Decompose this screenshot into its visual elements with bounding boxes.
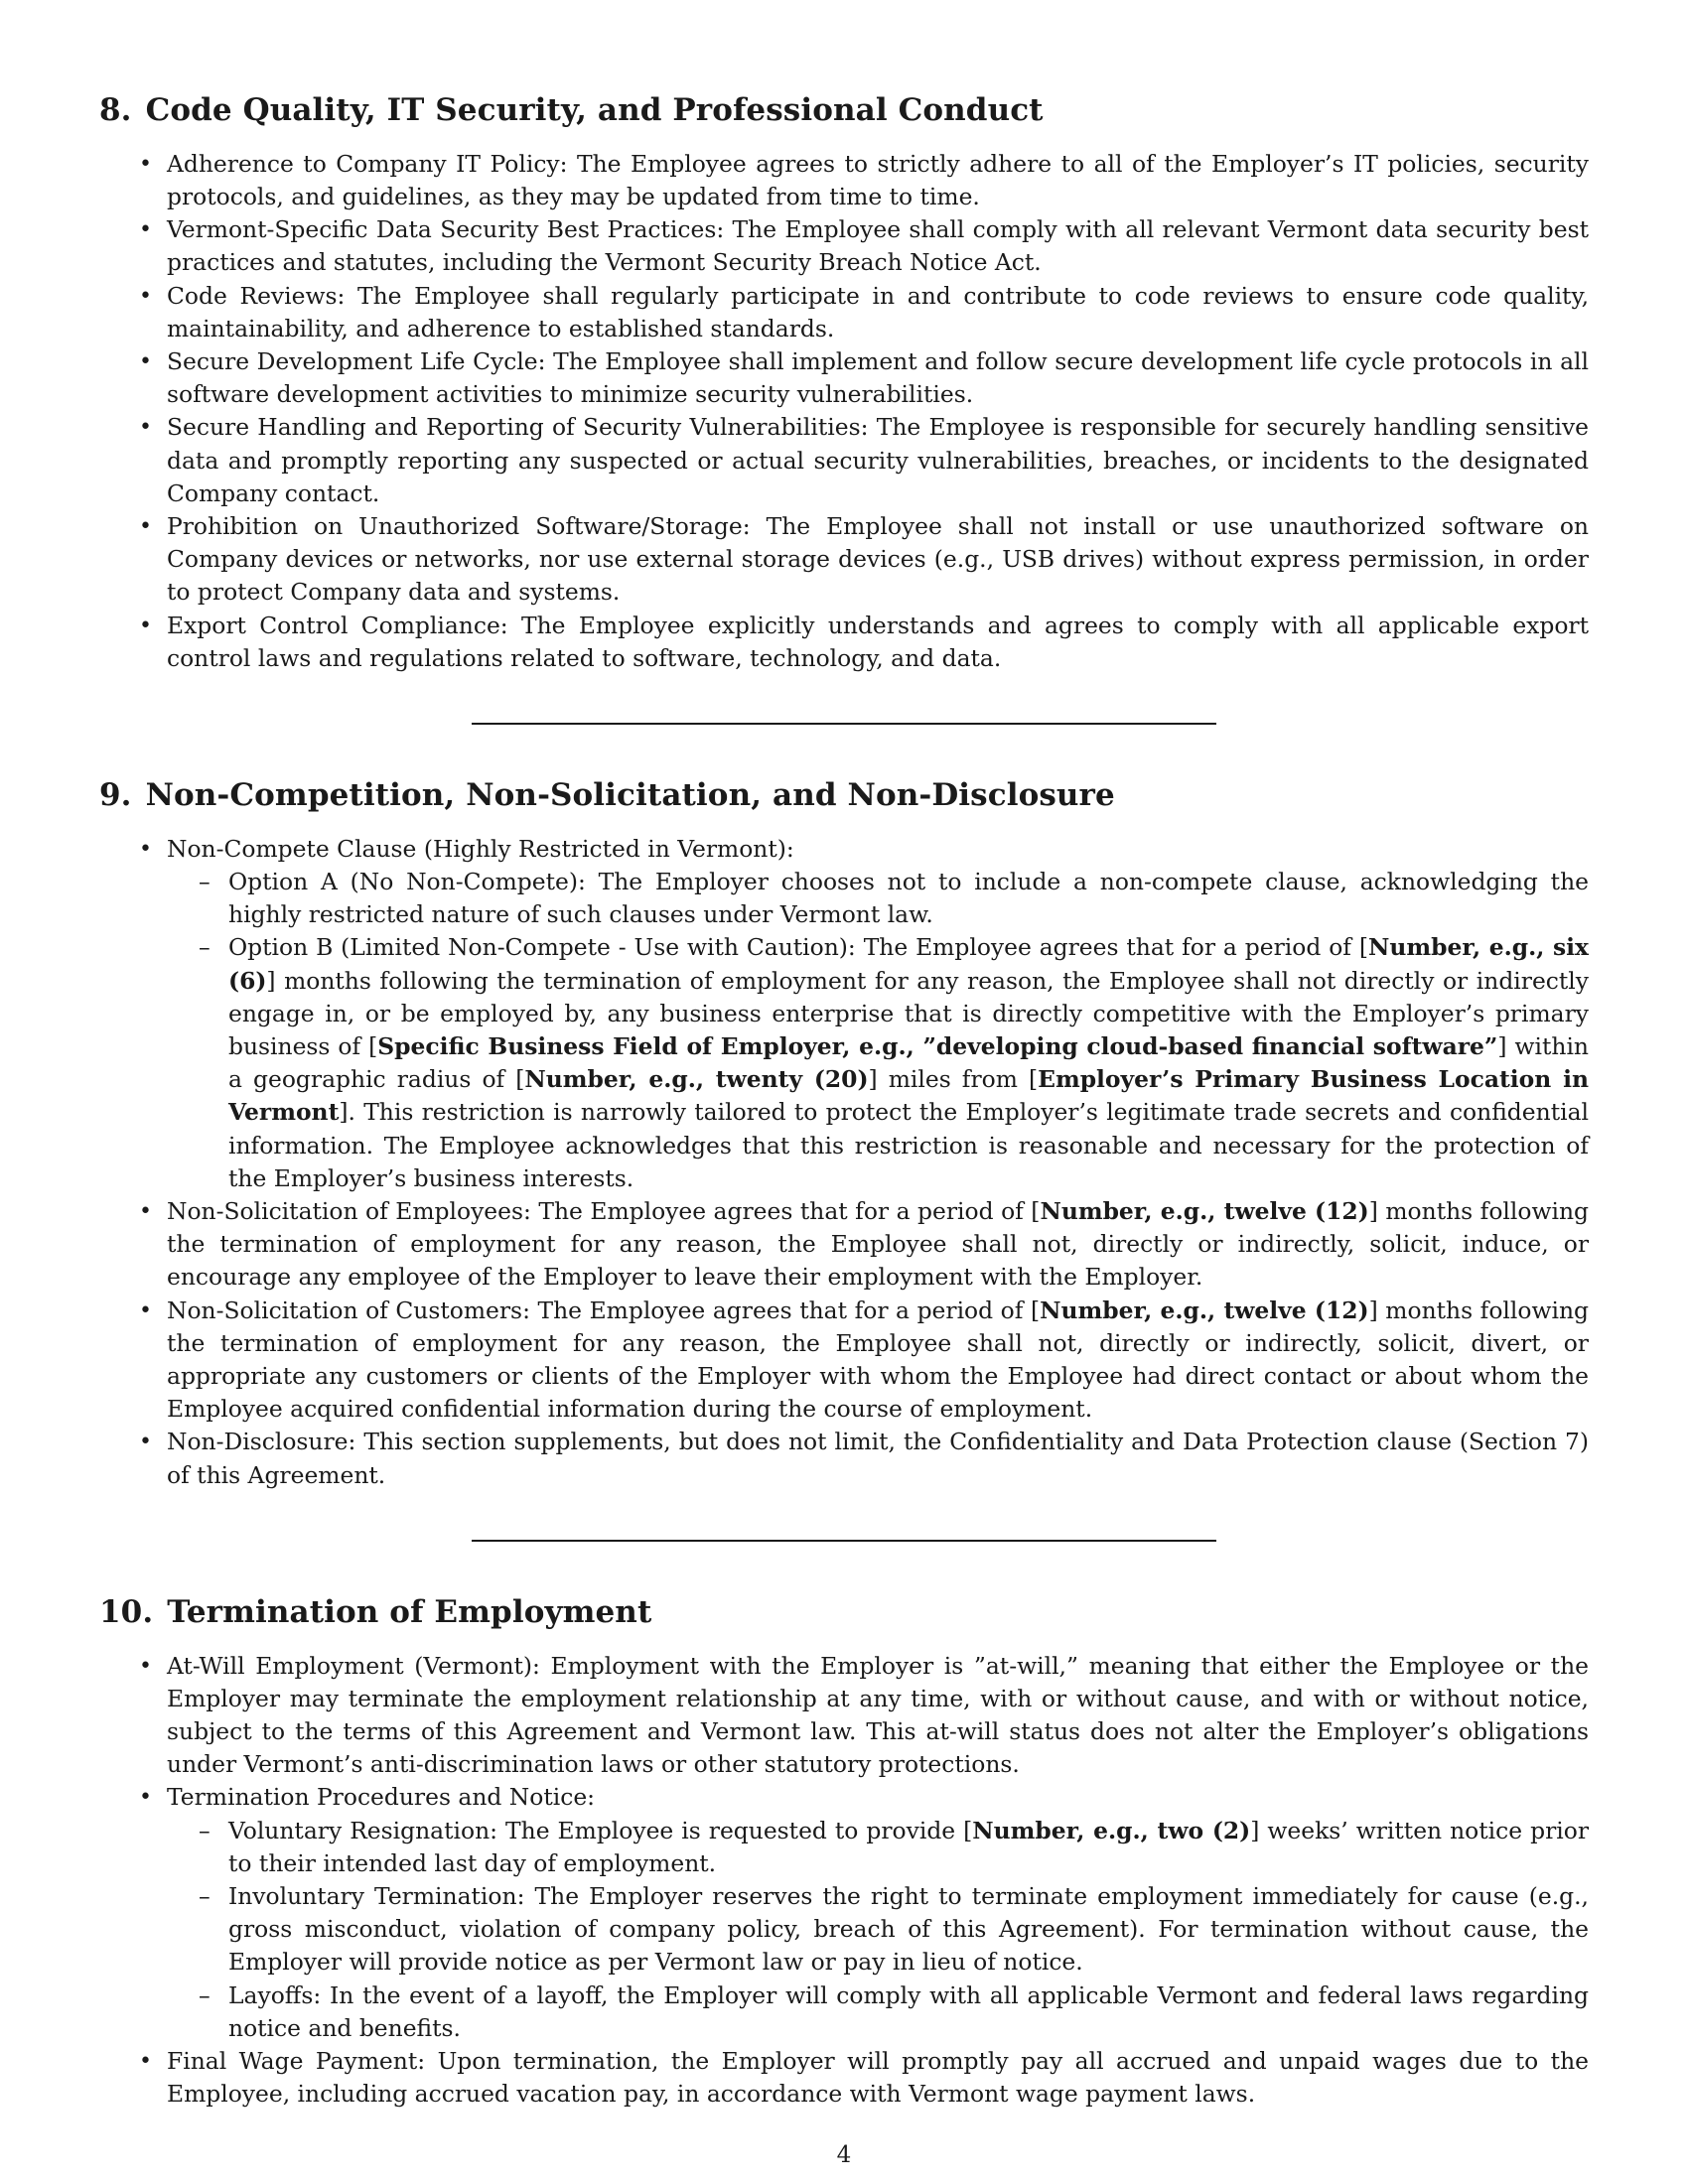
list-item: • Non-Compete Clause (Highly Restricted in Vermont): – Option A (No Non-Compete): The Employer chooses not to include a non-compete clause, acknowledging the highly restricted nature of such clauses under Vermont law. – Option B (Limited Non-Compete - Use with Caution): The Employee agrees that for a period of [Number, e.g., six (6)] months following the termination of employment for any reason, the Employee shall not directly or indirectly engage in, or be employed by, any business enterprise that is directly competitive with the Employer’s primary business of [Specific Business Field of Employer, e.g., ”developing cloud-based financial software”] within a geographic radius of [Number, e.g., twenty (20)] miles from [Employer’s Primary Business Location in Vermont]. This restriction is narrowly tailored to protect the Employer’s legitimate trade secrets and confidential information. The Employee acknowledges that this restriction is reasonable and necessary for the protection of the Employer’s business interests. <box>167 833 1589 1195</box>
sub-list-item: – Option A (No Non-Compete): The Employer chooses not to include a non-compete clause, acknowledging the highly restricted nature of such clauses under Vermont law. <box>228 866 1589 931</box>
list-item: • Final Wage Payment: Upon termination, the Employer will promptly pay all accrued and unpaid wages due to the Employee, including accrued vacation pay, in accordance with Vermont wage payment laws. <box>167 2045 1589 2111</box>
bullet-list <box>99 148 1589 675</box>
sub-list-item: – Layoffs: In the event of a layoff, the Employer will comply with all applicable Vermont and federal laws regarding notice and benefits. <box>228 1979 1589 2045</box>
sub-list-item: – Voluntary Resignation: The Employee is requested to provide [Number, e.g., two (2)] weeks’ written notice prior to their intended last day of employment. <box>228 1815 1589 1880</box>
list-item: • Secure Handling and Reporting of Security Vulnerabilities: The Employee is responsible for securely handling sensitive data and promptly reporting any suspected or actual security vulnerabilities, breaches, or incidents to the designated Company contact. <box>167 411 1589 510</box>
section-heading: 9. Non-Competition, Non-Solicitation, and Non-Disclosure <box>99 777 1115 813</box>
bullet-list <box>99 1650 1589 2112</box>
list-item: • Non-Disclosure: This section supplements, but does not limit, the Confidentiality and Data Protection clause (Section 7) of this Agreement. <box>167 1426 1589 1491</box>
section-heading: 8. Code Quality, IT Security, and Professional Conduct <box>99 92 1044 128</box>
section-heading: 10. Termination of Employment <box>99 1593 652 1630</box>
section-divider <box>472 1540 1216 1542</box>
page-number: 4 <box>836 2142 852 2168</box>
list-item: • Non-Solicitation of Employees: The Employee agrees that for a period of [Number, e.g., twelve (12)] months following the termination of employment for any reason, the Employee shall not, directly or indirectly, solicit, induce, or encourage any employee of the Employer to leave their employment with the Employer. <box>167 1195 1589 1295</box>
section-10 <box>99 1593 1589 2112</box>
list-item: • Non-Solicitation of Customers: The Employee agrees that for a period of [Number, e.g., twelve (12)] months following the termination of employment for any reason, the Employee shall not, directly or indirectly, solicit, divert, or appropriate any customers or clients of the Employer with whom the Employee had direct contact or about whom the Employee acquired confidential information during the course of employment. <box>167 1295 1589 1427</box>
sub-list-item: – Involuntary Termination: The Employer reserves the right to terminate employment immediately for cause (e.g., gross misconduct, violation of company policy, breach of this Agreement). For termination without cause, the Employer will provide notice as per Vermont law or pay in lieu of notice. <box>228 1880 1589 1979</box>
sub-list <box>167 866 1589 1195</box>
bullet-list <box>99 833 1589 1492</box>
list-item: • At-Will Employment (Vermont): Employment with the Employer is ”at-will,” meaning that either the Employee or the Employer may terminate the employment relationship at any time, with or without cause, and with or without notice, subject to the terms of this Agreement and Vermont law. This at-will status does not alter the Employer’s obligations under Vermont’s anti-discrimination laws or other statutory protections. <box>167 1650 1589 1782</box>
section-9 <box>99 776 1589 1492</box>
list-item: • Code Reviews: The Employee shall regularly participate in and contribute to code reviews to ensure code quality, maintainability, and adherence to established standards. <box>167 280 1589 345</box>
list-item: • Prohibition on Unauthorized Software/Storage: The Employee shall not install or use unauthorized software on Company devices or networks, nor use external storage devices (e.g., USB drives) without express permission, in order to protect Company data and systems. <box>167 510 1589 610</box>
sub-list-item: – Option B (Limited Non-Compete - Use with Caution): The Employee agrees that for a period of [Number, e.g., six (6)] months following the termination of employment for any reason, the Employee shall not directly or indirectly engage in, or be employed by, any business enterprise that is directly competitive with the Employer’s primary business of [Specific Business Field of Employer, e.g., ”developing cloud-based financial software”] within a geographic radius of [Number, e.g., twenty (20)] miles from [Employer’s Primary Business Location in Vermont]. This restriction is narrowly tailored to protect the Employer’s legitimate trade secrets and confidential information. The Employee acknowledges that this restriction is reasonable and necessary for the protection of the Employer’s business interests. <box>228 931 1589 1195</box>
list-item: • Vermont-Specific Data Security Best Practices: The Employee shall comply with all relevant Vermont data security best practices and statutes, including the Vermont Security Breach Notice Act. <box>167 213 1589 279</box>
list-item: • Adherence to Company IT Policy: The Employee agrees to strictly adhere to all of the Employer’s IT policies, security protocols, and guidelines, as they may be updated from time to time. <box>167 148 1589 213</box>
list-item: • Termination Procedures and Notice: – Voluntary Resignation: The Employee is requested to provide [Number, e.g., two (2)] weeks’ written notice prior to their intended last day of employment. – Involuntary Termination: The Employer reserves the right to terminate employment immediately for cause (e.g., gross misconduct, violation of company policy, breach of this Agreement). For termination without cause, the Employer will provide notice as per Vermont law or pay in lieu of notice. – Layoffs: In the event of a layoff, the Employer will comply with all applicable Vermont and federal laws regarding notice and benefits. <box>167 1781 1589 2045</box>
section-divider <box>472 723 1216 725</box>
sub-list <box>167 1815 1589 2045</box>
list-item: • Secure Development Life Cycle: The Employee shall implement and follow secure development life cycle protocols in all software development activities to minimize security vulnerabilities. <box>167 345 1589 411</box>
document-page <box>99 91 1589 2111</box>
list-item: • Export Control Compliance: The Employee explicitly understands and agrees to comply with all applicable export control laws and regulations related to software, technology, and data. <box>167 610 1589 675</box>
section-8 <box>99 91 1589 675</box>
